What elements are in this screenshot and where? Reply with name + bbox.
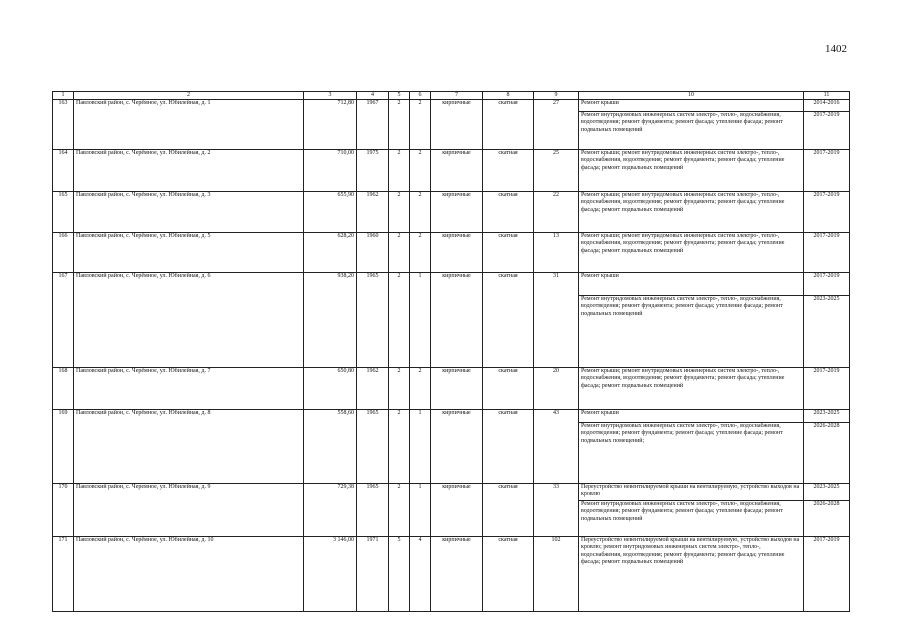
floors-cell: 2 — [389, 410, 410, 484]
apartments-cell: 31 — [534, 273, 579, 368]
row-number: 171 — [53, 537, 74, 612]
roof-type-cell: скатная — [483, 537, 534, 612]
address-cell: Павловский район, с. Черёмное, ул. Юбилейная, д. 2 — [74, 150, 304, 192]
row-number: 168 — [53, 368, 74, 410]
work-period-cell: 2017-2019 — [804, 192, 850, 233]
floors-cell: 2 — [389, 100, 410, 150]
apartments-cell: 102 — [534, 537, 579, 612]
apartments-cell: 33 — [534, 484, 579, 537]
work-period-cell: 2017-2019 — [804, 112, 850, 150]
work-period-cell: 2023-2025 — [804, 484, 850, 501]
work-type-cell: Ремонт крыши; ремонт внутридомовых инженерных систем электро-, тепло-, водоснабжения, водоотведения; ремонт фундамента; ремонт фасада; утепление фасада; ремонт подвальных помещений — [579, 233, 804, 273]
column-number: 6 — [410, 92, 431, 100]
wall-material-cell: кирпичные — [431, 484, 483, 537]
entrances-cell: 2 — [410, 100, 431, 150]
row-number: 170 — [53, 484, 74, 537]
year-cell: 1967 — [357, 100, 389, 150]
work-period-cell: 2026-2028 — [804, 501, 850, 537]
work-type-cell: Ремонт крыши — [579, 273, 804, 296]
work-type-cell: Ремонт внутридомовых инженерных систем электро-, тепло-, водоснабжения, водоотведения; ремонт фундамента; ремонт фасада; утепление фасада; ремонт подвальных помещений — [579, 501, 804, 537]
table-row — [53, 537, 850, 612]
wall-material-cell: кирпичные — [431, 273, 483, 368]
roof-type-cell: скатная — [483, 410, 534, 484]
wall-material-cell: кирпичные — [431, 150, 483, 192]
table-row — [53, 150, 850, 192]
address-cell: Павловский район, с. Черёмное, ул. Юбилейная, д. 5 — [74, 233, 304, 273]
work-period-cell: 2017-2019 — [804, 537, 850, 612]
floors-cell: 2 — [389, 233, 410, 273]
apartments-cell: 22 — [534, 192, 579, 233]
year-cell: 1960 — [357, 233, 389, 273]
area-cell: 558,60 — [304, 410, 357, 484]
row-number: 169 — [53, 410, 74, 484]
year-cell: 1962 — [357, 192, 389, 233]
row-number: 165 — [53, 192, 74, 233]
row-number: 166 — [53, 233, 74, 273]
apartments-cell: 20 — [534, 368, 579, 410]
area-cell: 628,20 — [304, 233, 357, 273]
roof-type-cell: скатная — [483, 484, 534, 537]
work-type-cell: Ремонт крыши — [579, 100, 804, 112]
address-cell: Павловский район, с. Черёмное, ул. Юбилейная, д. 3 — [74, 192, 304, 233]
address-cell: Павловский район, с. Черёмное, ул. Юбилейная, д. 1 — [74, 100, 304, 150]
table-row — [53, 410, 850, 423]
floors-cell: 2 — [389, 368, 410, 410]
column-number: 2 — [74, 92, 304, 100]
area-cell: 650,80 — [304, 368, 357, 410]
area-cell: 710,00 — [304, 150, 357, 192]
table-row — [53, 192, 850, 233]
entrances-cell: 1 — [410, 273, 431, 368]
year-cell: 1965 — [357, 273, 389, 368]
work-type-cell: Ремонт внутридомовых инженерных систем электро-, тепло-, водоснабжения, водоотведения; ремонт фундамента; ремонт фасада; утепление фасада; ремонт подвальных помещений — [579, 296, 804, 368]
work-period-cell: 2026-2028 — [804, 423, 850, 484]
row-number: 167 — [53, 273, 74, 368]
work-period-cell: 2017-2019 — [804, 150, 850, 192]
apartments-cell: 43 — [534, 410, 579, 484]
row-number: 163 — [53, 100, 74, 150]
column-number: 11 — [804, 92, 850, 100]
work-period-cell: 2017-2019 — [804, 273, 850, 296]
table-row — [53, 368, 850, 410]
work-period-cell: 2017-2019 — [804, 233, 850, 273]
work-type-cell: Ремонт крыши; ремонт внутридомовых инженерных систем электро-, тепло-, водоснабжения, водоотведения; ремонт фундамента; ремонт фасада; утепление фасада; ремонт подвальных помещений — [579, 192, 804, 233]
address-cell: Павловский район, с. Черёмное, ул. Юбилейная, д. 6 — [74, 273, 304, 368]
wall-material-cell: кирпичные — [431, 233, 483, 273]
floors-cell: 5 — [389, 537, 410, 612]
roof-type-cell: скатная — [483, 100, 534, 150]
area-cell: 729,38 — [304, 484, 357, 537]
address-cell: Павловский район, с. Черемное, ул. Юбилейная, д. 9 — [74, 484, 304, 537]
column-number: 7 — [431, 92, 483, 100]
work-type-cell: Ремонт внутридомовых инженерных систем электро-, тепло-, водоснабжения, водоотведения; ремонт фундамента; ремонт фасада; утепление фасада; ремонт подвальных помещений — [579, 112, 804, 150]
floors-cell: 2 — [389, 484, 410, 537]
work-type-cell: Ремонт внутридомовых инженерных систем электро-, тепло-, водоснабжения, водоотведения; ремонт фундамента; ремонт фасада; утепление фасада; ремонт подвальных помещений; — [579, 423, 804, 484]
apartments-cell: 13 — [534, 233, 579, 273]
floors-cell: 2 — [389, 150, 410, 192]
floors-cell: 2 — [389, 192, 410, 233]
year-cell: 1975 — [357, 150, 389, 192]
column-number-row — [53, 92, 850, 100]
wall-material-cell: кирпичные — [431, 192, 483, 233]
column-number: 10 — [579, 92, 804, 100]
work-period-cell: 2014-2016 — [804, 100, 850, 112]
roof-type-cell: скатная — [483, 150, 534, 192]
wall-material-cell: кирпичные — [431, 537, 483, 612]
work-period-cell: 2017-2019 — [804, 368, 850, 410]
roof-type-cell: скатная — [483, 233, 534, 273]
work-type-cell: Переустройство невентилируемой крыши на вентилируемую, устройство выходов на кровлю; ремонт внутридомовых инженерных систем электро-, тепло-, водоснабжения, водоотведения; ремонт фундамента; ремонт фасада; утепление фасада; ремонт подвальных помещений — [579, 537, 804, 612]
entrances-cell: 2 — [410, 192, 431, 233]
work-type-cell: Ремонт крыши; ремонт внутридомовых инженерных систем электро-, тепло-, водоснабжения, водоотведения; ремонт фундамента; ремонт фасада; утепление фасада; ремонт подвальных помещений — [579, 150, 804, 192]
entrances-cell: 1 — [410, 484, 431, 537]
table-row — [53, 100, 850, 112]
floors-cell: 2 — [389, 273, 410, 368]
entrances-cell: 2 — [410, 368, 431, 410]
address-cell: Павловский район, с. Черёмное, ул. Юбилейная, д. 7 — [74, 368, 304, 410]
wall-material-cell: кирпичные — [431, 368, 483, 410]
table-row — [53, 484, 850, 501]
roof-type-cell: скатная — [483, 368, 534, 410]
page-number: 1402 — [825, 43, 847, 55]
address-cell: Павловский район, с. Черёмное, ул. Юбилейная, д. 8 — [74, 410, 304, 484]
area-cell: 3 146,00 — [304, 537, 357, 612]
work-type-cell: Ремонт крыши — [579, 410, 804, 423]
area-cell: 938,20 — [304, 273, 357, 368]
year-cell: 1971 — [357, 537, 389, 612]
column-number: 3 — [304, 92, 357, 100]
year-cell: 1965 — [357, 484, 389, 537]
wall-material-cell: кирпичные — [431, 410, 483, 484]
year-cell: 1962 — [357, 368, 389, 410]
roof-type-cell: скатная — [483, 273, 534, 368]
area-cell: 655,90 — [304, 192, 357, 233]
work-type-cell: Ремонт крыши; ремонт внутридомовых инженерных систем электро-, тепло-, водоснабжения, водоотведения; ремонт фундамента; ремонт фасада; утепление фасада; ремонт подвальных помещений — [579, 368, 804, 410]
roof-type-cell: скатная — [483, 192, 534, 233]
entrances-cell: 4 — [410, 537, 431, 612]
column-number: 4 — [357, 92, 389, 100]
address-cell: Павловский район, с. Черёмное, ул. Юбилейная, д. 10 — [74, 537, 304, 612]
column-number: 5 — [389, 92, 410, 100]
column-number: 1 — [53, 92, 74, 100]
table-row — [53, 233, 850, 273]
apartments-cell: 27 — [534, 100, 579, 150]
row-number: 164 — [53, 150, 74, 192]
table-row — [53, 273, 850, 296]
apartments-cell: 25 — [534, 150, 579, 192]
work-period-cell: 2023-2025 — [804, 296, 850, 368]
area-cell: 712,80 — [304, 100, 357, 150]
year-cell: 1965 — [357, 410, 389, 484]
column-number: 8 — [483, 92, 534, 100]
entrances-cell: 2 — [410, 233, 431, 273]
entrances-cell: 1 — [410, 410, 431, 484]
column-number: 9 — [534, 92, 579, 100]
wall-material-cell: кирпичные — [431, 100, 483, 150]
work-period-cell: 2023-2025 — [804, 410, 850, 423]
housing-register-table — [52, 91, 850, 612]
entrances-cell: 2 — [410, 150, 431, 192]
work-type-cell: Переустройство невентилируемой крыши на вентилируемую, устройство выходов на кровлю — [579, 484, 804, 501]
